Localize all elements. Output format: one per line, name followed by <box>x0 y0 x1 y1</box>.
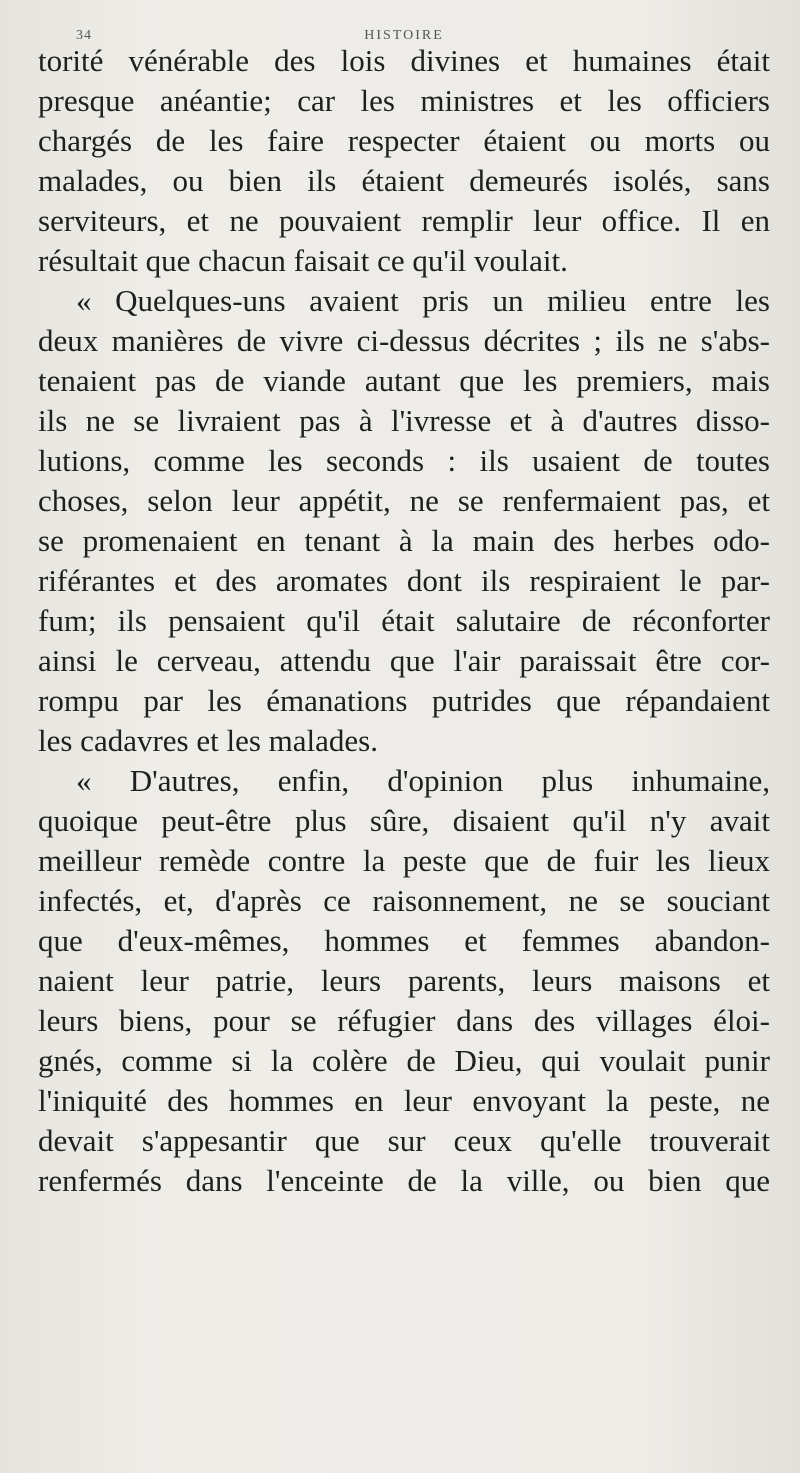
text-line: « Quelques-uns avaient pris un milieu entre les <box>76 283 770 318</box>
text-line: devait s'appesantir que sur ceux qu'elle trouverait <box>38 1123 770 1158</box>
text-line: que d'eux-mêmes, hommes et femmes abandon- <box>38 923 770 958</box>
text-line: ainsi le cerveau, attendu que l'air paraissait être cor- <box>38 643 770 678</box>
text-line: lutions, comme les seconds : ils usaient de toutes <box>38 443 770 478</box>
text-line: tenaient pas de viande autant que les premiers, mais <box>38 363 770 398</box>
text-line: résultait que chacun faisait ce qu'il voulait. <box>38 243 568 278</box>
body-text <box>38 41 770 1201</box>
text-line: renfermés dans l'enceinte de la ville, ou bien que <box>38 1163 770 1198</box>
text-line: ils ne se livraient pas à l'ivresse et à d'autres disso- <box>38 403 770 438</box>
text-line: fum; ils pensaient qu'il était salutaire de réconforter <box>38 603 770 638</box>
text-line: deux manières de vivre ci-dessus décrites ; ils ne s'abs- <box>38 323 770 358</box>
text-line: serviteurs, et ne pouvaient remplir leur office. Il en <box>38 203 770 238</box>
text-line: chargés de les faire respecter étaient ou morts ou <box>38 123 770 158</box>
text-line: infectés, et, d'après ce raisonnement, ne se souciant <box>38 883 770 918</box>
text-line: torité vénérable des lois divines et humaines était <box>38 43 770 78</box>
text-line: meilleur remède contre la peste que de fuir les lieux <box>38 843 770 878</box>
text-line: naient leur patrie, leurs parents, leurs maisons et <box>38 963 770 998</box>
running-head <box>38 0 770 43</box>
text-line: choses, selon leur appétit, ne se renfermaient pas, et <box>38 483 770 518</box>
text-line: leurs biens, pour se réfugier dans des villages éloi- <box>38 1003 770 1038</box>
text-line: malades, ou bien ils étaient demeurés isolés, sans <box>38 163 770 198</box>
text-line: rompu par les émanations putrides que répandaient <box>38 683 770 718</box>
text-line: riférantes et des aromates dont ils respiraient le par- <box>38 563 770 598</box>
text-line: les cadavres et les malades. <box>38 723 378 758</box>
text-line: l'iniquité des hommes en leur envoyant la peste, ne <box>38 1083 770 1118</box>
text-line: « D'autres, enfin, d'opinion plus inhumaine, <box>76 763 770 798</box>
text-line: presque anéantie; car les ministres et les officiers <box>38 83 770 118</box>
text-line: quoique peut-être plus sûre, disaient qu'il n'y avait <box>38 803 770 838</box>
running-title: HISTOIRE <box>364 28 444 43</box>
text-line: gnés, comme si la colère de Dieu, qui voulait punir <box>38 1043 770 1078</box>
text-line: se promenaient en tenant à la main des herbes odo- <box>38 523 770 558</box>
page-number: 34 <box>76 28 92 43</box>
